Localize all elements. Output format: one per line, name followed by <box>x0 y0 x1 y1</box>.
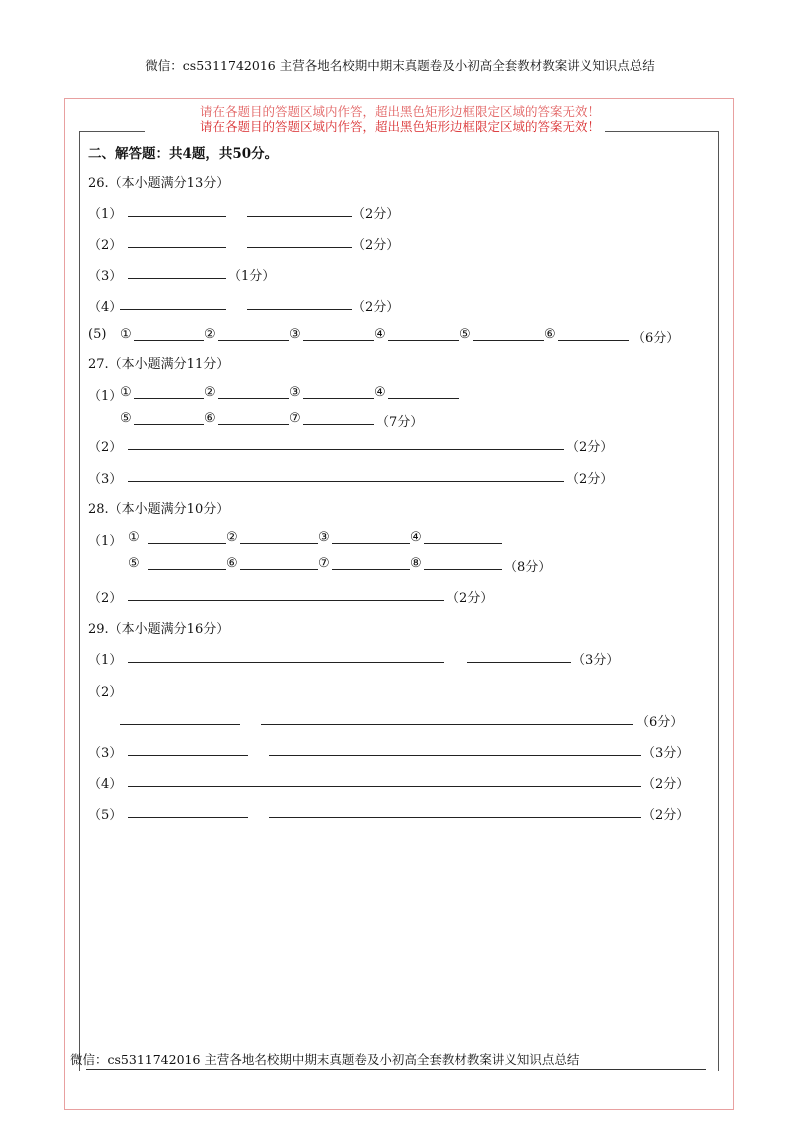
q27-blank-6[interactable] <box>218 424 289 425</box>
q27-part2-score: （2分） <box>566 440 614 455</box>
q29-part5-blank-a[interactable] <box>128 817 248 818</box>
q27-part3-score: （2分） <box>566 472 614 487</box>
q26-part2-score: （2分） <box>352 238 400 253</box>
q27-part1-label: （1） <box>88 389 123 404</box>
q28-blank-7[interactable] <box>332 569 410 570</box>
q27-part2-label: （2） <box>88 440 123 455</box>
q27-title: 27.（本小题满分11分） <box>88 357 230 372</box>
q27-circle-1: ① <box>120 385 132 400</box>
q29-part1-blank-b[interactable] <box>467 662 571 663</box>
q27-circle-2: ② <box>204 385 216 400</box>
section-title: 二、解答题：共4题，共50分。 <box>88 146 279 162</box>
q28-blank-1[interactable] <box>148 543 226 544</box>
q29-part4-blank[interactable] <box>128 786 641 787</box>
q28-part1-label: （1） <box>88 534 123 549</box>
q26-part4-blank-b[interactable] <box>247 309 352 310</box>
q27-blank-1[interactable] <box>134 398 204 399</box>
page-header: 微信：cs5311742016 主营各地名校期中期末真题卷及小初高全套教材教案讲义知识点总结 <box>145 58 655 73</box>
q28-blank-4[interactable] <box>424 543 502 544</box>
q26-circle-3: ③ <box>289 327 301 342</box>
q26-part4-label: （4） <box>88 300 123 315</box>
q28-part2-score: （2分） <box>446 591 494 606</box>
q26-circle-5: ⑤ <box>459 327 471 342</box>
q27-part2-blank[interactable] <box>128 449 564 450</box>
q29-part3-blank-b[interactable] <box>269 755 641 756</box>
q26-circle-2: ② <box>204 327 216 342</box>
q26-part3-blank[interactable] <box>128 278 226 279</box>
warning-ghost: 请在各题目的答题区域内作答，超出黑色矩形边框限定区域的答案无效！ <box>199 104 600 119</box>
q26-blank-1[interactable] <box>134 340 204 341</box>
q27-circle-7: ⑦ <box>289 411 301 426</box>
q28-part2-blank[interactable] <box>128 600 444 601</box>
q28-blank-6[interactable] <box>240 569 318 570</box>
q26-blank-5[interactable] <box>473 340 544 341</box>
q26-circle-4: ④ <box>374 327 386 342</box>
q29-part2-score: （6分） <box>636 715 684 730</box>
q27-circle-3: ③ <box>289 385 301 400</box>
page-footer: 微信：cs5311742016 主营各地名校期中期末真题卷及小初高全套教材教案讲义知识点总结 <box>70 1052 580 1067</box>
q28-circle-7: ⑦ <box>318 556 330 571</box>
q26-circle-1: ① <box>120 327 132 342</box>
q29-part3-score: （3分） <box>642 746 690 761</box>
answer-area-inner-border <box>79 131 719 1071</box>
q28-circle-5: ⑤ <box>128 556 140 571</box>
q29-part2-blank-a[interactable] <box>120 724 240 725</box>
q26-part5-label: (5) <box>88 327 107 342</box>
q26-part4-score: （2分） <box>352 300 400 315</box>
q26-part1-blank-b[interactable] <box>247 216 352 217</box>
q29-part3-label: （3） <box>88 746 123 761</box>
answer-area-warning: 请在各题目的答题区域内作答，超出黑色矩形边框限定区域的答案无效！ <box>199 119 600 134</box>
q29-part1-blank-a[interactable] <box>128 662 444 663</box>
q29-part5-label: （5） <box>88 808 123 823</box>
q28-circle-4: ④ <box>410 530 422 545</box>
q27-circle-4: ④ <box>374 385 386 400</box>
q26-part2-blank-a[interactable] <box>128 247 226 248</box>
q27-blank-5[interactable] <box>134 424 204 425</box>
q29-part1-score: （3分） <box>572 653 620 668</box>
q28-circle-1: ① <box>128 530 140 545</box>
q26-circle-6: ⑥ <box>544 327 556 342</box>
q28-blank-3[interactable] <box>332 543 410 544</box>
q28-circle-6: ⑥ <box>226 556 238 571</box>
q26-part2-blank-b[interactable] <box>247 247 352 248</box>
q28-circle-2: ② <box>226 530 238 545</box>
q28-blank-8[interactable] <box>424 569 502 570</box>
q29-part2-blank-b[interactable] <box>261 724 633 725</box>
q27-blank-2[interactable] <box>218 398 289 399</box>
q29-part2-label: （2） <box>88 685 123 700</box>
q29-part3-blank-a[interactable] <box>128 755 248 756</box>
q27-part3-label: （3） <box>88 472 123 487</box>
q28-part2-label: （2） <box>88 591 123 606</box>
q26-part2-label: （2） <box>88 238 123 253</box>
q26-part5-score: （6分） <box>632 331 680 346</box>
q26-part1-blank-a[interactable] <box>128 216 226 217</box>
q26-part1-score: （2分） <box>352 207 400 222</box>
q26-part3-score: （1分） <box>228 269 276 284</box>
q27-part3-blank[interactable] <box>128 481 564 482</box>
q29-part5-blank-b[interactable] <box>269 817 641 818</box>
q26-title: 26.（本小题满分13分） <box>88 176 230 191</box>
q26-part1-label: （1） <box>88 207 123 222</box>
q29-part5-score: （2分） <box>642 808 690 823</box>
q27-blank-7[interactable] <box>303 424 374 425</box>
q29-part4-label: （4） <box>88 777 123 792</box>
q29-part1-label: （1） <box>88 653 123 668</box>
footer-rule <box>86 1069 706 1070</box>
q26-part3-label: （3） <box>88 269 123 284</box>
q26-blank-6[interactable] <box>558 340 629 341</box>
q28-circle-8: ⑧ <box>410 556 422 571</box>
q29-title: 29.（本小题满分16分） <box>88 622 230 637</box>
q26-blank-3[interactable] <box>303 340 374 341</box>
q26-blank-2[interactable] <box>218 340 289 341</box>
q28-part1-score: （8分） <box>504 560 552 575</box>
q27-blank-4[interactable] <box>388 398 459 399</box>
q27-part1-score: （7分） <box>376 415 424 430</box>
q28-title: 28.（本小题满分10分） <box>88 502 230 517</box>
q26-blank-4[interactable] <box>388 340 459 341</box>
q26-part4-blank-a[interactable] <box>120 309 226 310</box>
q28-blank-5[interactable] <box>148 569 226 570</box>
q28-circle-3: ③ <box>318 530 330 545</box>
q27-circle-6: ⑥ <box>204 411 216 426</box>
q27-circle-5: ⑤ <box>120 411 132 426</box>
q28-blank-2[interactable] <box>240 543 318 544</box>
q27-blank-3[interactable] <box>303 398 374 399</box>
q29-part4-score: （2分） <box>642 777 690 792</box>
